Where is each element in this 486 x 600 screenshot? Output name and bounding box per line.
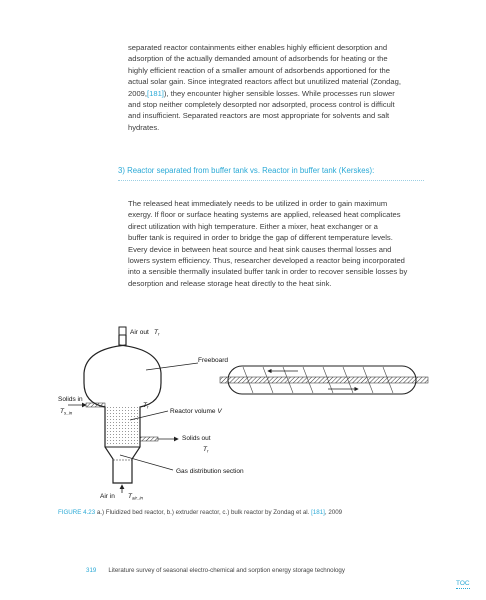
para1-line: 2009, <box>128 88 148 98</box>
page-footer <box>86 567 345 574</box>
tr-out-label: $T_r$ <box>203 446 209 454</box>
para2-line: into a sensible thermally insulated buffer tank in order to recover sensible losses by <box>128 267 408 277</box>
para1-line: hydrates. <box>128 122 160 132</box>
freeboard-label: Freeboard <box>198 357 228 364</box>
tair-in-label: $T_{air\_in}$ <box>128 493 143 500</box>
para1-line: ), they encounter higher sensible losses. While processes run slower <box>163 88 395 98</box>
paragraph-released-heat <box>128 198 428 289</box>
para1-line: adsorption of the actually demanded amount of adsorbends for heating or the <box>128 54 388 64</box>
running-title: Literature survey of seasonal electro-chemical and sorption energy storage technology <box>108 567 345 574</box>
para1-line: and stop neither completely desorpted nor adsorpted, process control is difficult <box>128 100 395 110</box>
figure-number: FIGURE 4.23 <box>58 509 96 516</box>
para2-line: Every device in between heat source and heat sink causes thermal losses and <box>128 244 392 254</box>
para2-line: direct utilization with high temperature. Either a mixer, heat exchanger or a <box>128 221 378 231</box>
tr-mid-label: $T_r$ <box>143 402 149 410</box>
solids-out-label: Solids out <box>182 435 211 442</box>
para1-line: and insufficient. Separated reactors are most appropriate for solvents and salt <box>128 111 390 121</box>
caption-text: , 2009 <box>324 509 343 516</box>
page-number: 319 <box>86 567 97 574</box>
tr-top-label: $T_r$ <box>154 329 160 337</box>
air-out-label: Air out <box>130 329 149 336</box>
solids-in-label: Solids in <box>58 396 83 403</box>
para1-line: separated reactor containments either enables highly efficient desorption and <box>128 43 388 52</box>
ts-in-label: $T_{s\_in}$ <box>60 408 73 416</box>
toc-link[interactable]: TOC <box>456 580 470 587</box>
citation-link[interactable]: [181] <box>147 88 164 98</box>
gas-distribution-label: Gas distribution section <box>176 468 244 475</box>
solids-in-feeder <box>68 403 105 407</box>
para1-line: actual solar gain. Since integrated reactors affect but unutilized material (Zondag, <box>128 77 401 87</box>
para2-line: lowers system efficiency. Thus, researcher developed a reactor being incorporated <box>128 256 405 266</box>
reactor-volume-label: Reactor volume V <box>170 408 222 415</box>
figure-caption <box>58 509 342 516</box>
citation-link[interactable]: [181] <box>311 509 325 516</box>
para1-line: highly efficient reaction of a smaller amount of adsorbends apportioned for the <box>128 65 391 75</box>
caption-text: a.) Fluidized bed reactor, b.) extruder reactor, c.) bulk reactor by Zondag et al. <box>95 509 312 516</box>
para2-line: exergy. If floor or surface heating systems are applied, released heat complicates <box>128 210 401 220</box>
para2-line: buffer tank is required in order to bridge the gap of different temperature levels. <box>128 233 393 243</box>
solids-out-feeder <box>140 437 178 441</box>
air-in-label: Air in <box>100 493 115 500</box>
section-heading: 3) Reactor separated from buffer tank vs. Reactor in buffer tank (Kerskes): <box>118 166 424 181</box>
extruder-reactor <box>220 366 428 394</box>
para2-line: The released heat immediately needs to be utilized in order to gain maximum <box>128 199 388 208</box>
reactor-figure <box>58 325 438 500</box>
para2-line: desorption and release storage heat directly to the heat sink. <box>128 278 332 288</box>
paragraph-reactor-containments <box>128 42 428 133</box>
